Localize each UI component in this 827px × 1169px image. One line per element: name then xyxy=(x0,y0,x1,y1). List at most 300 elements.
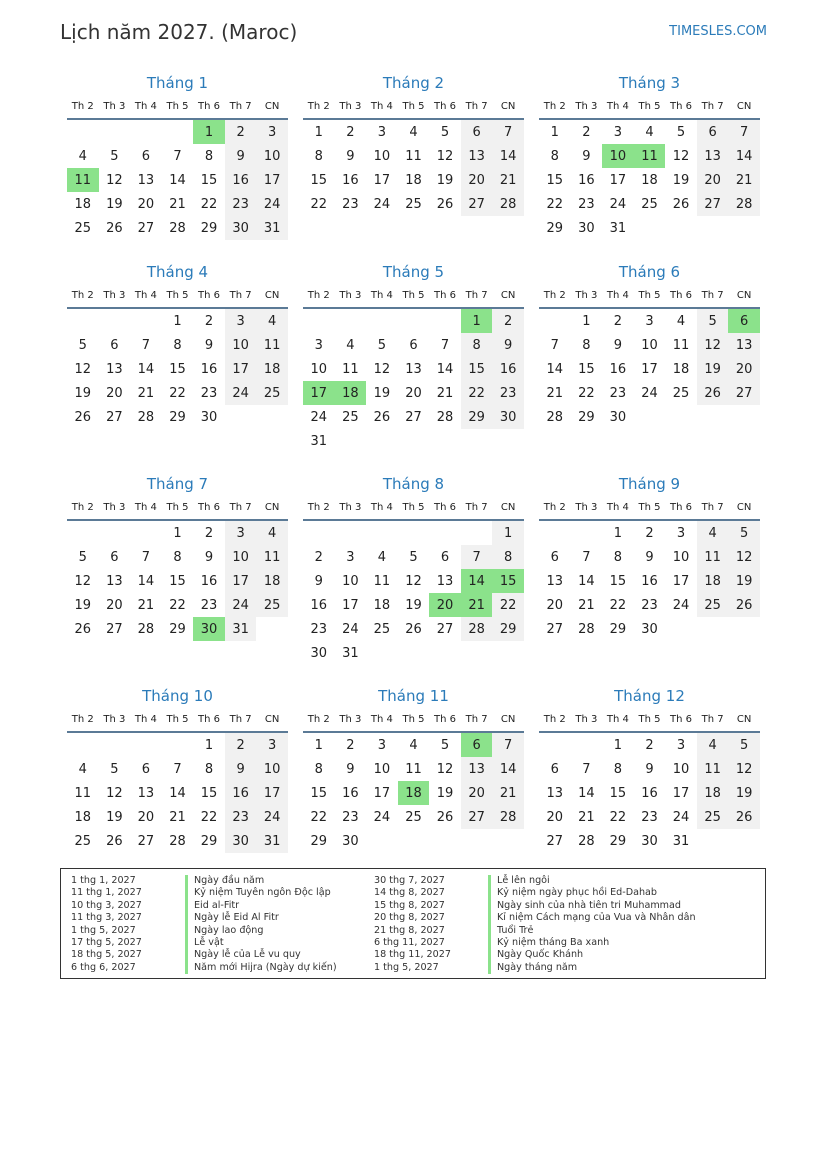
day-cell: 1 xyxy=(314,124,323,140)
legend-holiday-name: Kỷ niệm tháng Ba xanh xyxy=(497,937,610,949)
day-cell: 30 xyxy=(225,216,257,240)
day-cell: 26 xyxy=(436,196,454,212)
day-cell: 2 xyxy=(582,124,591,140)
weekday-label: CN xyxy=(264,289,280,301)
empty-cell xyxy=(539,733,571,757)
holiday-day-cell: 6 xyxy=(461,733,493,757)
day-cell: 9 xyxy=(225,144,257,168)
day-cell: 17 xyxy=(609,172,627,188)
legend-date: 1 thg 5, 2027 xyxy=(71,924,136,936)
day-cell: 22 xyxy=(461,381,493,405)
day-grid xyxy=(67,733,288,853)
day-cell: 23 xyxy=(492,381,524,405)
day-cell: 9 xyxy=(204,549,214,565)
day-cell: 23 xyxy=(641,597,658,613)
day-cell: 17 xyxy=(373,785,391,801)
weekday-label: Th 3 xyxy=(339,713,362,725)
weekday-label: Th 6 xyxy=(434,289,457,301)
day-cell: 28 xyxy=(137,621,155,637)
day-cell: 20 xyxy=(546,809,564,825)
empty-cell xyxy=(162,120,194,144)
holiday-day-cell: 21 xyxy=(461,593,493,617)
month-block xyxy=(539,261,760,450)
empty-cell xyxy=(366,521,398,545)
day-cell: 17 xyxy=(373,172,391,188)
weekday-label: CN xyxy=(264,501,280,513)
day-cell: 10 xyxy=(256,144,288,168)
legend-holiday-name: Tuổi Trẻ xyxy=(497,924,534,936)
day-cell: 17 xyxy=(256,168,288,192)
day-cell: 4 xyxy=(256,521,288,545)
day-cell: 24 xyxy=(672,809,690,825)
day-cell: 29 xyxy=(546,220,564,236)
day-cell: 2 xyxy=(204,313,214,329)
day-cell: 16 xyxy=(225,781,257,805)
weekday-label: Th 7 xyxy=(465,501,488,513)
day-cell: 4 xyxy=(676,313,686,329)
day-cell: 19 xyxy=(436,785,454,801)
weekday-label: Th 6 xyxy=(670,100,693,112)
holiday-day-cell: 18 xyxy=(398,781,430,805)
weekday-label: Th 7 xyxy=(229,100,252,112)
day-cell: 8 xyxy=(461,333,493,357)
day-cell: 3 xyxy=(377,124,387,140)
day-cell: 1 xyxy=(613,737,623,753)
month-name: Tháng 6 xyxy=(618,263,681,281)
empty-cell xyxy=(539,521,571,545)
day-cell: 30 xyxy=(225,829,257,853)
day-cell: 29 xyxy=(169,409,186,425)
day-cell: 25 xyxy=(74,220,92,236)
day-cell: 26 xyxy=(728,593,760,617)
legend-item xyxy=(61,949,337,961)
day-cell: 18 xyxy=(697,569,729,593)
weekday-label: Th 7 xyxy=(701,501,724,513)
day-cell: 15 xyxy=(609,573,627,589)
day-cell: 22 xyxy=(546,196,564,212)
weekday-label: Th 5 xyxy=(638,289,661,301)
day-cell: 15 xyxy=(578,361,595,377)
empty-cell xyxy=(67,521,99,545)
weekday-header xyxy=(303,495,524,521)
day-grid xyxy=(303,521,524,665)
weekday-label: Th 2 xyxy=(71,713,94,725)
weekday-label: Th 3 xyxy=(103,713,126,725)
day-cell: 28 xyxy=(546,409,564,425)
day-cell: 9 xyxy=(582,148,591,164)
day-cell: 15 xyxy=(310,172,328,188)
holiday-day-cell: 18 xyxy=(335,381,367,405)
day-grid xyxy=(303,309,524,453)
weekday-label: Th 2 xyxy=(543,289,566,301)
day-cell: 26 xyxy=(728,805,760,829)
day-cell: 6 xyxy=(461,120,493,144)
legend-color-marker xyxy=(488,900,491,912)
day-cell: 7 xyxy=(461,545,493,569)
legend-item xyxy=(61,925,337,937)
day-cell: 2 xyxy=(645,737,654,753)
holiday-day-cell: 1 xyxy=(193,120,225,144)
day-cell: 24 xyxy=(672,597,690,613)
legend-holiday-name: Ngày sinh của nhà tiên tri Muhammad xyxy=(497,899,681,911)
day-cell: 1 xyxy=(314,737,323,753)
legend-holiday-name: Eid al-Fitr xyxy=(194,899,240,911)
day-cell: 5 xyxy=(440,124,450,140)
empty-cell xyxy=(398,309,430,333)
weekday-label: Th 3 xyxy=(339,289,362,301)
legend-holiday-name: Ngày đầu năm xyxy=(194,875,265,886)
day-cell: 15 xyxy=(609,785,627,801)
day-cell: 10 xyxy=(373,148,391,164)
weekday-label: Th 3 xyxy=(575,713,598,725)
day-cell: 24 xyxy=(256,805,288,829)
day-cell: 7 xyxy=(550,337,559,353)
month-block xyxy=(303,261,524,473)
weekday-label: Th 4 xyxy=(134,713,157,725)
day-cell: 14 xyxy=(169,172,186,188)
day-cell: 29 xyxy=(200,833,218,849)
day-cell: 18 xyxy=(405,172,422,188)
day-cell: 20 xyxy=(137,196,155,212)
weekday-header xyxy=(539,495,760,521)
day-cell: 23 xyxy=(200,597,218,613)
day-cell: 14 xyxy=(169,785,186,801)
weekday-label: Th 5 xyxy=(402,501,425,513)
day-cell: 10 xyxy=(672,549,690,565)
day-cell: 14 xyxy=(492,757,524,781)
day-cell: 13 xyxy=(137,785,155,801)
weekday-header xyxy=(303,283,524,309)
day-cell: 15 xyxy=(310,785,328,801)
month-block xyxy=(67,261,288,450)
day-cell: 25 xyxy=(641,196,658,212)
empty-cell xyxy=(162,733,194,757)
day-cell: 20 xyxy=(697,168,729,192)
weekday-label: Th 3 xyxy=(103,501,126,513)
weekday-label: CN xyxy=(500,501,516,513)
day-cell: 23 xyxy=(310,621,328,637)
day-cell: 4 xyxy=(346,337,355,353)
legend-color-marker xyxy=(185,925,188,937)
day-cell: 30 xyxy=(492,405,524,429)
day-cell: 2 xyxy=(314,549,323,565)
day-cell: 19 xyxy=(728,569,760,593)
day-cell: 27 xyxy=(461,805,493,829)
day-cell: 14 xyxy=(578,573,595,589)
weekday-label: Th 4 xyxy=(370,100,393,112)
weekday-label: Th 2 xyxy=(543,713,566,725)
empty-cell xyxy=(67,733,99,757)
day-cell: 24 xyxy=(373,809,391,825)
day-cell: 12 xyxy=(697,333,729,357)
weekday-label: Th 7 xyxy=(465,100,488,112)
empty-cell xyxy=(398,521,430,545)
site-link[interactable]: TIMESLES.COM xyxy=(669,24,767,39)
day-cell: 25 xyxy=(672,385,690,401)
day-cell: 22 xyxy=(609,809,627,825)
day-cell: 25 xyxy=(256,381,288,405)
legend-column-left xyxy=(61,875,337,974)
legend-item xyxy=(364,887,696,899)
weekday-label: Th 5 xyxy=(166,289,189,301)
legend-color-marker xyxy=(185,962,188,974)
day-cell: 9 xyxy=(314,573,323,589)
day-cell: 19 xyxy=(405,597,422,613)
day-grid xyxy=(539,309,760,429)
day-cell: 5 xyxy=(78,337,87,353)
day-cell: 11 xyxy=(697,545,729,569)
day-cell: 26 xyxy=(106,220,123,236)
empty-cell xyxy=(99,733,131,757)
legend-holiday-name: Năm mới Hijra (Ngày dự kiến) xyxy=(194,961,337,973)
weekday-header xyxy=(303,707,524,733)
legend-item xyxy=(364,875,696,887)
day-cell: 19 xyxy=(74,597,92,613)
day-cell: 10 xyxy=(373,761,391,777)
legend-holiday-name: Kỷ niệm ngày phục hồi Ed-Dahab xyxy=(497,887,658,899)
day-cell: 16 xyxy=(200,573,218,589)
day-cell: 5 xyxy=(728,733,760,757)
day-cell: 6 xyxy=(697,120,729,144)
day-cell: 20 xyxy=(461,781,493,805)
day-cell: 4 xyxy=(78,148,87,164)
day-cell: 28 xyxy=(492,192,524,216)
day-cell: 23 xyxy=(609,385,627,401)
day-grid xyxy=(539,521,760,641)
day-cell: 15 xyxy=(169,573,186,589)
day-cell: 23 xyxy=(342,809,359,825)
empty-cell xyxy=(461,521,493,545)
holiday-day-cell: 15 xyxy=(492,569,524,593)
day-cell: 25 xyxy=(405,809,422,825)
day-grid xyxy=(67,521,288,641)
calendar-grid xyxy=(67,72,760,874)
legend-holiday-name: Ngày tháng năm xyxy=(497,961,578,973)
day-cell: 28 xyxy=(578,621,595,637)
day-cell: 9 xyxy=(492,333,524,357)
empty-cell xyxy=(99,120,131,144)
weekday-label: Th 3 xyxy=(575,501,598,513)
day-cell: 24 xyxy=(641,385,658,401)
empty-cell xyxy=(429,521,461,545)
day-cell: 16 xyxy=(310,597,328,613)
month-block xyxy=(539,473,760,662)
weekday-label: Th 3 xyxy=(103,289,126,301)
day-cell: 11 xyxy=(256,333,288,357)
day-cell: 8 xyxy=(173,549,182,565)
day-cell: 7 xyxy=(492,120,524,144)
day-cell: 29 xyxy=(461,405,493,429)
weekday-label: Th 5 xyxy=(166,100,189,112)
weekday-label: Th 4 xyxy=(370,501,393,513)
legend-item xyxy=(364,949,696,961)
day-cell: 19 xyxy=(373,385,391,401)
month-block xyxy=(539,72,760,261)
day-cell: 2 xyxy=(204,525,214,541)
holiday-day-cell: 14 xyxy=(461,569,493,593)
day-cell: 26 xyxy=(697,381,729,405)
day-cell: 27 xyxy=(405,409,422,425)
empty-cell xyxy=(67,309,99,333)
day-cell: 17 xyxy=(672,573,690,589)
day-cell: 18 xyxy=(672,361,690,377)
day-cell: 8 xyxy=(613,549,623,565)
legend-item xyxy=(364,912,696,924)
day-cell: 18 xyxy=(641,172,658,188)
day-cell: 14 xyxy=(578,785,595,801)
day-cell: 23 xyxy=(225,192,257,216)
day-cell: 31 xyxy=(342,645,359,661)
page-title: Lịch năm 2027. (Maroc) xyxy=(60,20,298,44)
day-grid xyxy=(303,120,524,216)
day-cell: 27 xyxy=(728,381,760,405)
day-cell: 20 xyxy=(546,597,564,613)
day-cell: 6 xyxy=(440,549,450,565)
day-cell: 22 xyxy=(310,196,328,212)
day-cell: 20 xyxy=(137,809,155,825)
weekday-label: Th 6 xyxy=(434,713,457,725)
legend-date: 1 thg 1, 2027 xyxy=(71,875,136,886)
day-cell: 1 xyxy=(173,525,182,541)
month-block xyxy=(67,473,288,662)
day-cell: 28 xyxy=(461,617,493,641)
day-grid xyxy=(539,733,760,853)
weekday-label: Th 5 xyxy=(638,713,661,725)
day-cell: 27 xyxy=(436,621,454,637)
day-cell: 22 xyxy=(169,597,186,613)
day-cell: 13 xyxy=(137,172,155,188)
day-cell: 30 xyxy=(641,833,658,849)
weekday-label: Th 7 xyxy=(701,713,724,725)
day-cell: 16 xyxy=(641,785,658,801)
weekday-label: CN xyxy=(500,713,516,725)
day-cell: 30 xyxy=(200,409,218,425)
day-cell: 16 xyxy=(578,172,595,188)
legend-date: 6 thg 6, 2027 xyxy=(71,961,136,973)
day-cell: 4 xyxy=(409,124,418,140)
weekday-label: CN xyxy=(264,100,280,112)
day-cell: 22 xyxy=(578,385,595,401)
weekday-label: Th 4 xyxy=(606,501,629,513)
day-cell: 30 xyxy=(609,409,627,425)
legend-date: 14 thg 8, 2027 xyxy=(374,887,445,899)
weekday-label: Th 5 xyxy=(166,713,189,725)
day-cell: 24 xyxy=(225,381,257,405)
day-cell: 13 xyxy=(546,785,564,801)
day-cell: 9 xyxy=(346,761,355,777)
day-cell: 17 xyxy=(641,361,658,377)
day-cell: 10 xyxy=(342,573,359,589)
weekday-label: Th 3 xyxy=(339,100,362,112)
empty-cell xyxy=(571,521,603,545)
weekday-label: Th 2 xyxy=(71,289,94,301)
weekday-label: Th 3 xyxy=(575,289,598,301)
day-cell: 13 xyxy=(546,573,564,589)
day-cell: 2 xyxy=(346,124,355,140)
weekday-label: Th 5 xyxy=(638,501,661,513)
legend-color-marker xyxy=(488,875,491,887)
day-cell: 18 xyxy=(697,781,729,805)
day-cell: 23 xyxy=(200,385,218,401)
day-cell: 21 xyxy=(169,196,186,212)
month-name: Tháng 2 xyxy=(382,74,445,92)
day-cell: 12 xyxy=(728,757,760,781)
legend-color-marker xyxy=(488,925,491,937)
day-cell: 12 xyxy=(728,545,760,569)
day-cell: 2 xyxy=(492,309,524,333)
day-cell: 16 xyxy=(641,573,658,589)
day-cell: 21 xyxy=(578,809,595,825)
day-cell: 4 xyxy=(697,733,729,757)
weekday-label: Th 6 xyxy=(198,713,221,725)
day-cell: 14 xyxy=(492,144,524,168)
legend-color-marker xyxy=(488,937,491,949)
day-cell: 27 xyxy=(137,220,155,236)
day-cell: 25 xyxy=(405,196,422,212)
legend-item xyxy=(364,937,696,949)
day-cell: 27 xyxy=(106,409,123,425)
day-cell: 26 xyxy=(74,409,92,425)
weekday-label: Th 7 xyxy=(701,100,724,112)
legend-holiday-name: Kỉ niệm Cách mạng của Vua và Nhân dân xyxy=(497,912,696,924)
legend-holiday-name: Lễ lên ngôi xyxy=(497,875,550,886)
day-cell: 26 xyxy=(106,833,123,849)
day-cell: 16 xyxy=(225,168,257,192)
weekday-header xyxy=(539,94,760,120)
weekday-header xyxy=(303,94,524,120)
legend-date: 10 thg 3, 2027 xyxy=(71,899,142,911)
day-cell: 13 xyxy=(728,333,760,357)
day-cell: 14 xyxy=(546,361,564,377)
day-cell: 12 xyxy=(74,361,92,377)
day-cell: 14 xyxy=(137,573,155,589)
day-cell: 19 xyxy=(106,809,123,825)
legend-item xyxy=(61,912,337,924)
day-cell: 7 xyxy=(582,761,591,777)
day-cell: 18 xyxy=(256,569,288,593)
day-cell: 7 xyxy=(492,733,524,757)
day-cell: 31 xyxy=(256,216,288,240)
day-cell: 19 xyxy=(697,357,729,381)
day-cell: 5 xyxy=(676,124,686,140)
holiday-day-cell: 10 xyxy=(602,144,634,168)
legend-color-marker xyxy=(488,949,491,961)
month-name: Tháng 9 xyxy=(618,475,681,493)
day-cell: 27 xyxy=(546,621,564,637)
weekday-label: Th 6 xyxy=(670,501,693,513)
day-cell: 5 xyxy=(110,761,119,777)
day-cell: 17 xyxy=(256,781,288,805)
day-cell: 12 xyxy=(436,761,454,777)
empty-cell xyxy=(303,521,335,545)
day-cell: 31 xyxy=(256,829,288,853)
day-cell: 7 xyxy=(173,148,182,164)
weekday-label: Th 4 xyxy=(370,713,393,725)
legend-date: 1 thg 5, 2027 xyxy=(374,961,439,973)
day-cell: 6 xyxy=(409,337,418,353)
day-cell: 13 xyxy=(436,573,454,589)
day-cell: 25 xyxy=(697,593,729,617)
day-cell: 7 xyxy=(582,549,591,565)
day-cell: 12 xyxy=(373,361,391,377)
day-cell: 7 xyxy=(141,337,151,353)
month-name: Tháng 1 xyxy=(146,74,209,92)
day-cell: 13 xyxy=(461,757,493,781)
day-grid xyxy=(67,309,288,429)
day-cell: 28 xyxy=(492,805,524,829)
weekday-label: Th 4 xyxy=(134,289,157,301)
legend-holiday-name: Ngày lễ của Lễ vu quy xyxy=(194,949,301,961)
